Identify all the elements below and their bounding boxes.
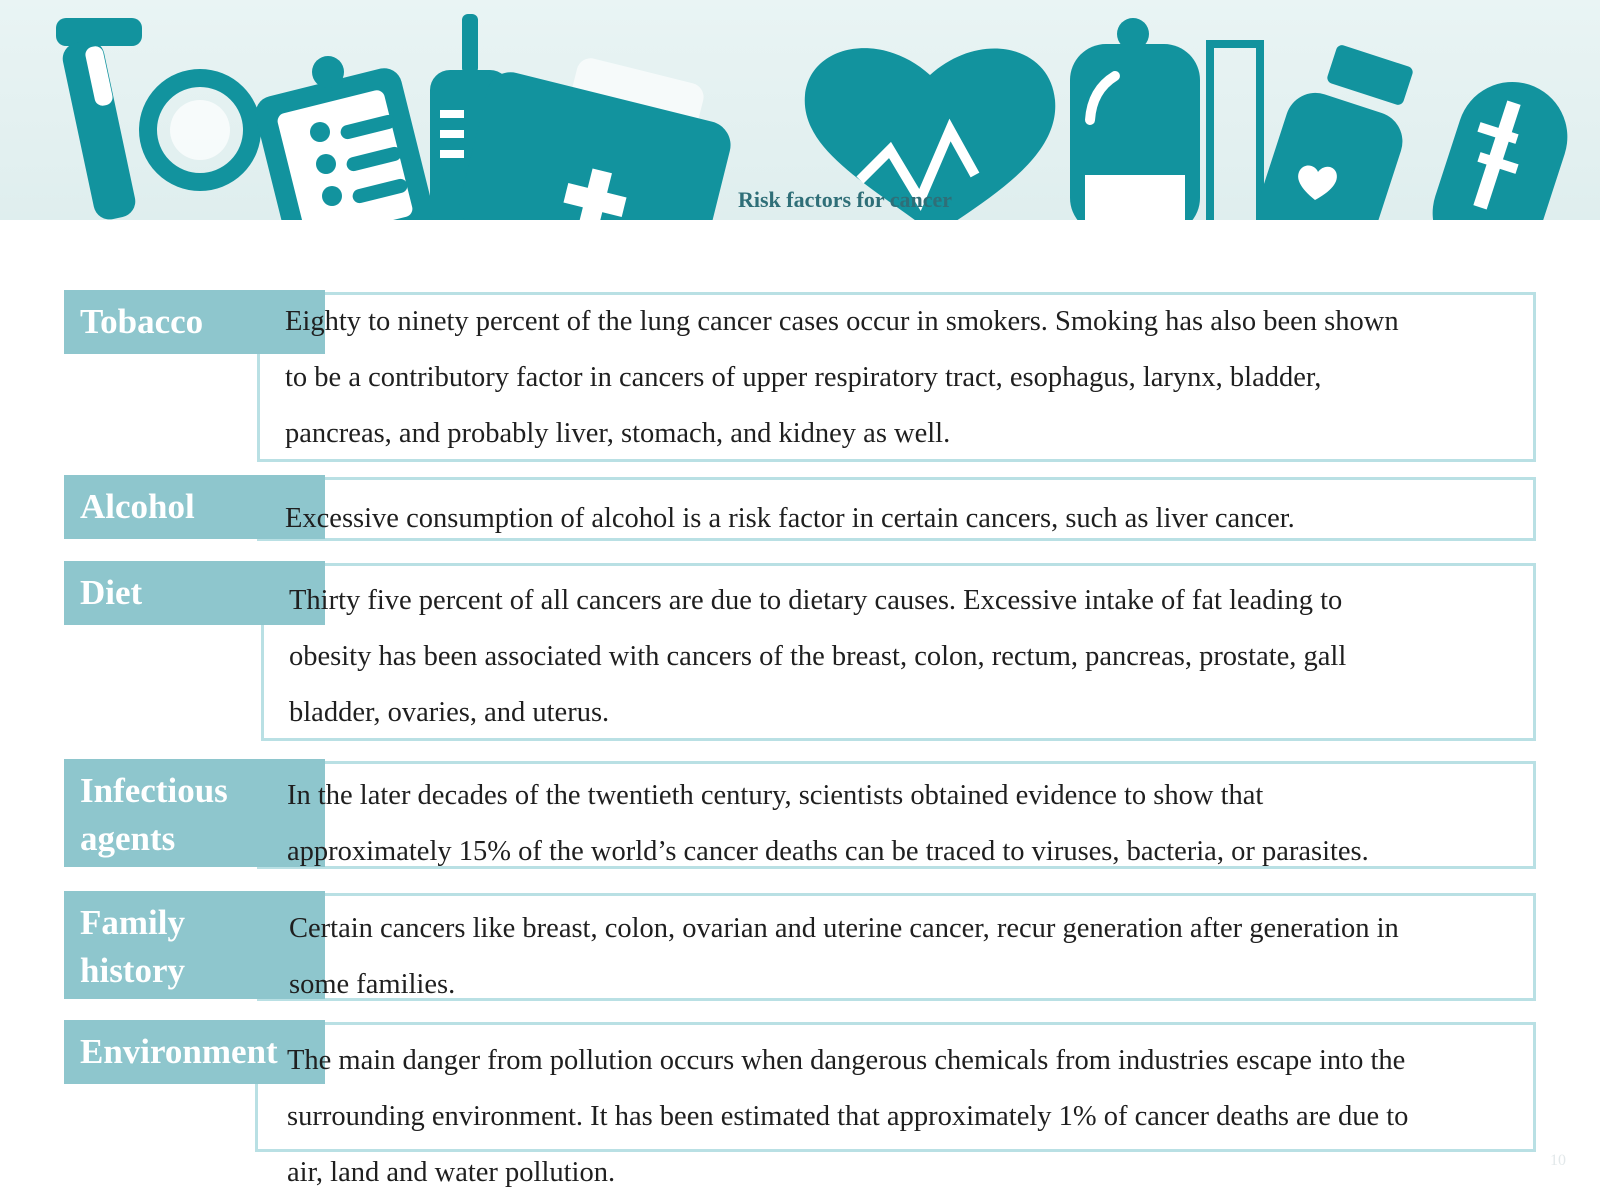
medicine-bottle-icon: [1070, 18, 1260, 220]
risk-factor-label-line: history: [80, 951, 185, 990]
risk-factor-description-line: obesity has been associated with cancers of the breast, colon, rectum, pancreas, prostate, gall: [289, 641, 1347, 672]
risk-factor-label-line: agents: [80, 819, 176, 858]
risk-factor-description: [289, 901, 1399, 1013]
risk-factor-description-line: air, land and water pollution.: [287, 1157, 616, 1188]
risk-factor-description-line: to be a contributory factor in cancers of upper respiratory tract, esophagus, larynx, bladder,: [285, 362, 1322, 393]
risk-factor-description-line: some families.: [289, 969, 456, 1000]
risk-factor-description-line: The main danger from pollution occurs when dangerous chemicals from industries escape into the: [287, 1045, 1406, 1076]
risk-factor-label: [64, 891, 325, 999]
risk-factor-description-line: bladder, ovaries, and uterus.: [289, 697, 610, 728]
first-aid-kit-icon: [454, 55, 735, 220]
risk-factor-description: [287, 768, 1369, 880]
risk-factor-description-line: Excessive consumption of alcohol is a risk factor in certain cancers, such as liver cancer.: [285, 503, 1295, 534]
clipboard-icon: [252, 56, 439, 220]
risk-factor-label-line: Family: [80, 903, 185, 942]
risk-factor-description-line: Eighty to ninety percent of the lung cancer cases occur in smokers. Smoking has also been shown: [285, 306, 1399, 337]
risk-factor-description: [289, 573, 1346, 741]
risk-factor-description-line: surrounding environment. It has been estimated that approximately 1% of cancer deaths are due to: [287, 1101, 1409, 1132]
slide-title: Risk factors for cancer: [738, 187, 953, 212]
risk-factor-label-line: Tobacco: [80, 302, 204, 341]
risk-factor-label-line: Environment: [80, 1032, 278, 1071]
risk-factor-description: [287, 1033, 1408, 1201]
risk-factor-description: [285, 491, 1295, 547]
risk-factor-label-line: Alcohol: [80, 487, 195, 526]
stethoscope-icon: [148, 78, 252, 182]
risk-factor-description: [285, 294, 1399, 462]
thermometer-icon: [1418, 68, 1581, 220]
risk-factor-description-line: pancreas, and probably liver, stomach, and kidney as well.: [285, 418, 951, 449]
pill-bottle-icon: [1250, 44, 1414, 220]
test-tube-icon: [56, 18, 142, 220]
page-number: 10: [1550, 1152, 1566, 1169]
risk-factor-label: [64, 759, 325, 867]
risk-factor-description-line: In the later decades of the twentieth century, scientists obtained evidence to show that: [287, 780, 1264, 811]
risk-factor-description-line: Thirty five percent of all cancers are due to dietary causes. Excessive intake of fat leading to: [289, 585, 1343, 616]
risk-factor-label: [64, 1020, 325, 1084]
risk-factor-label-line: Diet: [80, 573, 143, 612]
risk-factor-label-line: Infectious: [80, 771, 228, 810]
header-banner: [0, 0, 1600, 220]
risk-factor-label: [64, 561, 325, 625]
risk-factor-description-line: approximately 15% of the world’s cancer deaths can be traced to viruses, bacteria, or parasites.: [287, 836, 1369, 867]
risk-factor-description-line: Certain cancers like breast, colon, ovarian and uterine cancer, recur generation after generation in: [289, 913, 1399, 944]
